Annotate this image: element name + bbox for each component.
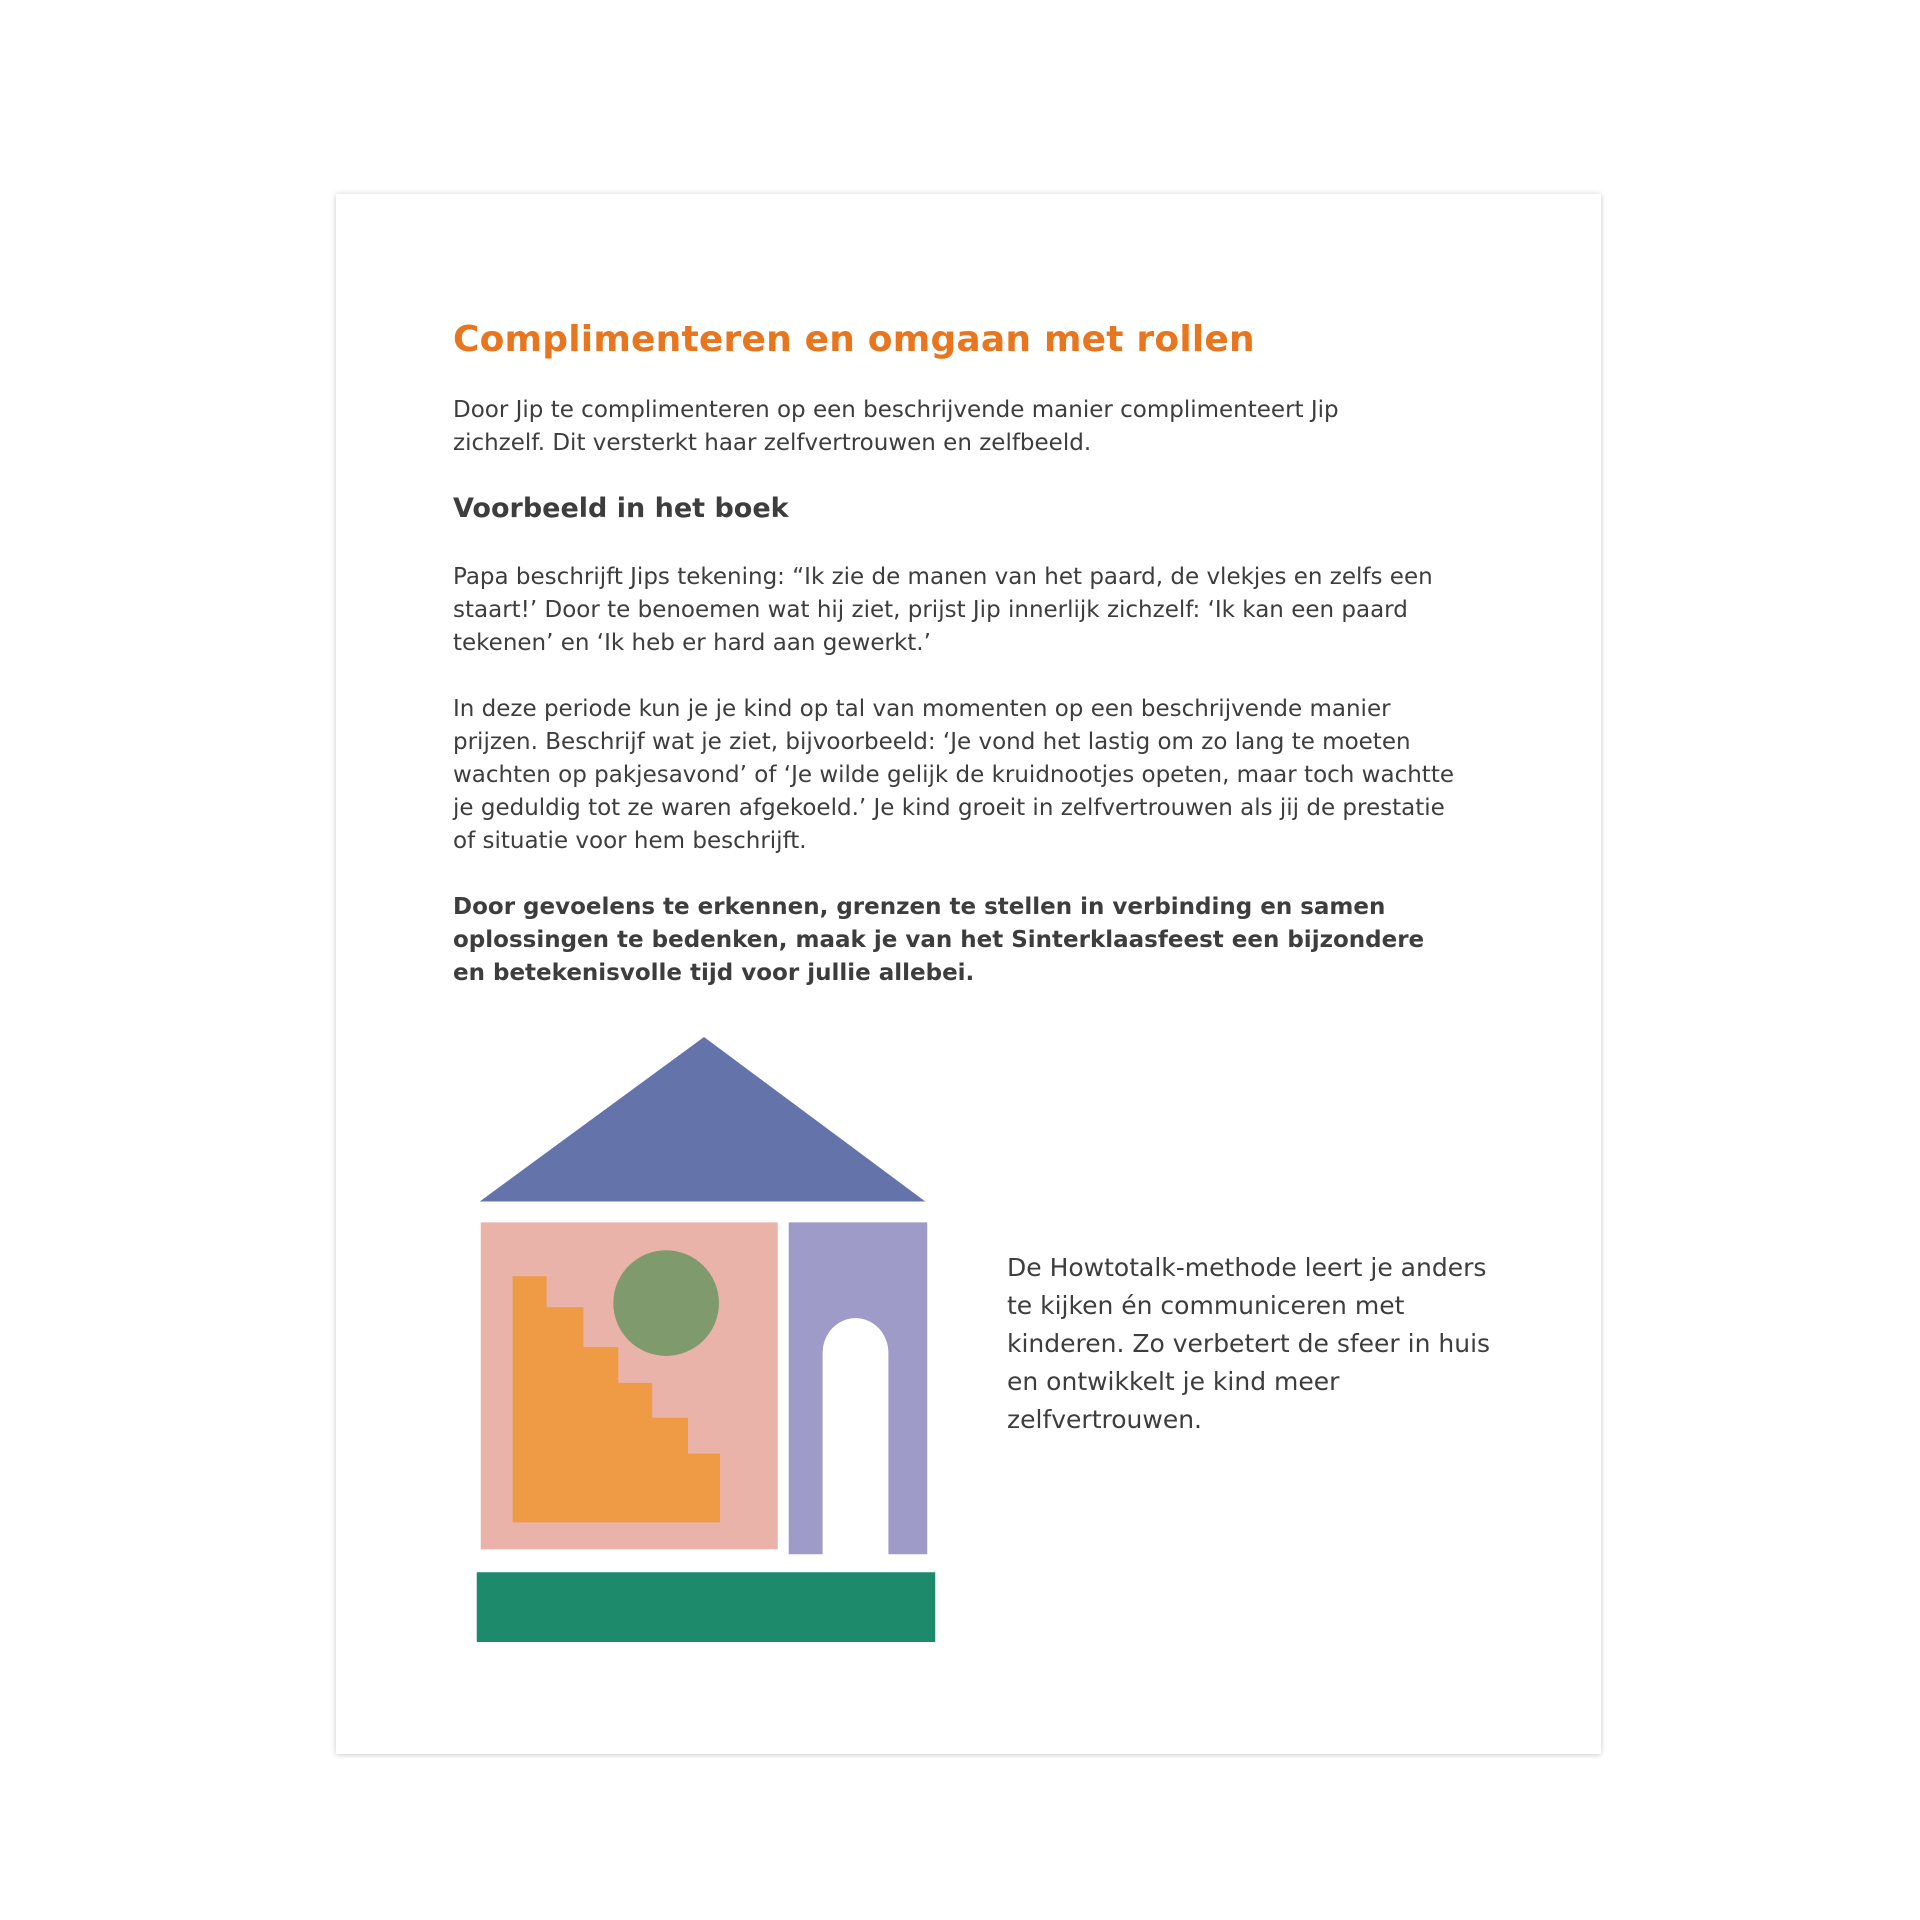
side-text: De Howtotalk-methode leert je anders te kijken én communiceren met kinderen. Zo verbetert de sfeer in huis en ontwikkelt je kind meer zelfvertrouwen. [1007, 1253, 1491, 1434]
sun-shape [613, 1250, 719, 1356]
emphasis-paragraph: Door gevoelens te erkennen, grenzen te stellen in verbinding en samen oplossingen te bedenken, maak je van het Sinterklaasfeest een bijzondere en betekenisvolle tijd voor jullie allebei. [453, 894, 1425, 986]
page-content [453, 316, 1463, 990]
section-subheading: Voorbeeld in het boek [453, 493, 789, 524]
house-illustration-icon [476, 1034, 936, 1644]
tower-shape [789, 1222, 928, 1554]
document-page [336, 194, 1601, 1754]
intro-paragraph: Door Jip te complimenteren op een beschrijvende manier complimenteert Jip zichzelf. Dit versterkt haar zelfvertrouwen en zelfbeeld. [453, 397, 1339, 456]
advice-paragraph: In deze periode kun je je kind op tal van momenten op een beschrijvende manier prijzen. Beschrijf wat je ziet, bijvoorbeeld: ‘Je vond het lastig om zo lang te moeten wachten op pakjesavond’ of ‘Je wilde gelijk de kruidnootjes opeten, maar toch wachtte je geduldig tot ze waren afgekoeld.’ Je kind groeit in zelfvertrouwen als jij de prestatie of situatie voor hem beschrijft. [453, 696, 1454, 854]
page-title: Complimenteren en omgaan met rollen [453, 319, 1255, 360]
roof-shape [480, 1037, 926, 1201]
base-shape [477, 1572, 935, 1642]
example-paragraph: Papa beschrijft Jips tekening: “Ik zie de manen van het paard, de vlekjes en zelfs een staart!’ Door te benoemen wat hij ziet, prijst Jip innerlijk zichzelf: ‘Ik kan een paard tekenen’ en ‘Ik heb er hard aan gewerkt.’ [453, 564, 1433, 656]
